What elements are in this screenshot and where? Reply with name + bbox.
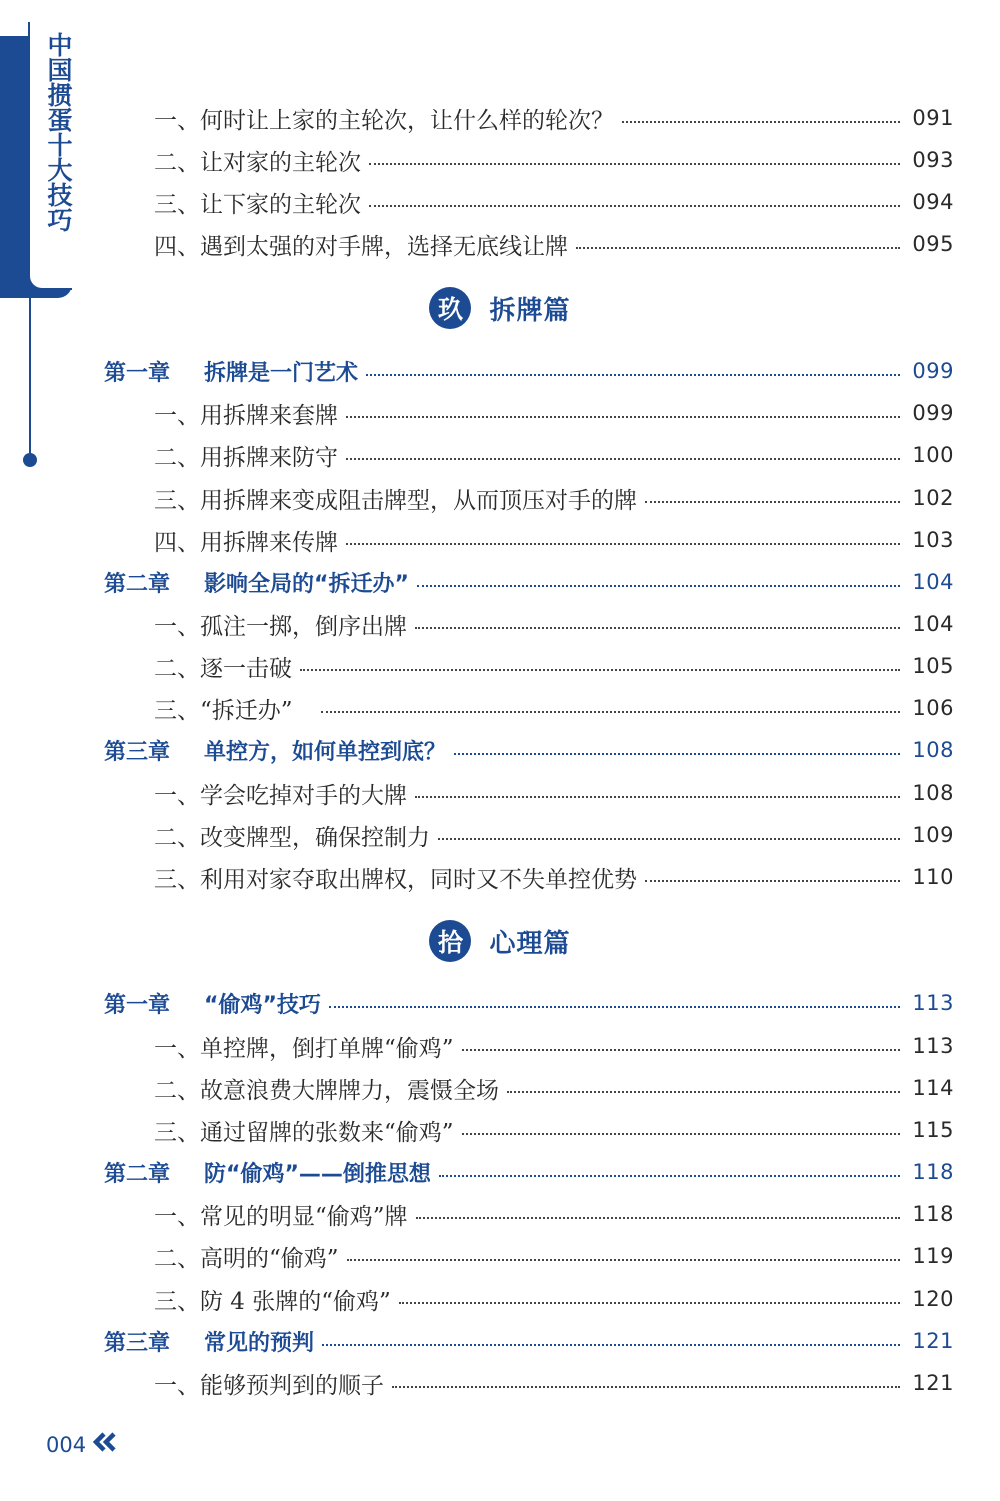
chapter-title: 防“偷鸡”——倒推思想	[204, 1161, 431, 1187]
part-number-badge: 玖	[429, 287, 471, 329]
toc-entry-title: 二、用拆牌来防守	[154, 444, 338, 471]
toc-entry-page: 120	[912, 1287, 954, 1311]
chapter-number: 第三章	[104, 1330, 171, 1356]
chapter-page: 118	[912, 1160, 954, 1184]
chapter-page: 121	[912, 1329, 954, 1353]
toc-entry-page: 121	[912, 1371, 954, 1395]
toc-entry-chapter[interactable]	[0, 353, 1000, 389]
dot-leader	[438, 838, 900, 840]
toc-entry-section[interactable]	[0, 859, 1000, 895]
toc-entry-chapter[interactable]	[0, 1154, 1000, 1190]
dot-leader	[346, 543, 900, 545]
toc-entry-title: 三、通过留牌的张数来“偷鸡”	[154, 1119, 454, 1146]
toc-entry-page: 091	[912, 106, 954, 130]
toc-entry-section[interactable]	[0, 606, 1000, 642]
chapter-title: 影响全局的“拆迁办”	[204, 571, 409, 597]
double-chevron-left-icon	[92, 1432, 118, 1457]
toc-entry-section[interactable]	[0, 1070, 1000, 1106]
dot-leader	[329, 1006, 900, 1008]
toc-entry-page: 106	[912, 696, 954, 720]
toc-entry-chapter[interactable]	[0, 985, 1000, 1021]
dot-leader	[417, 585, 900, 587]
dot-leader	[576, 247, 900, 249]
dot-leader	[399, 1302, 901, 1304]
toc-entry-title: 三、用拆牌来变成阻击牌型，从而顶压对手的牌	[154, 487, 637, 514]
chapter-title: “偷鸡”技巧	[204, 992, 321, 1018]
toc-entry-section[interactable]	[0, 1365, 1000, 1401]
dot-leader	[462, 1049, 901, 1051]
part-title: 心理篇	[489, 928, 571, 959]
dot-leader	[439, 1175, 900, 1177]
toc-entry-section[interactable]	[0, 1281, 1000, 1317]
toc-entry-title: 一、学会吃掉对手的大牌	[154, 782, 407, 809]
toc-entry-section[interactable]	[0, 142, 1000, 178]
toc-entry-title: 一、何时让上家的主轮次，让什么样的轮次？	[154, 107, 614, 134]
toc-entry-title: 一、孤注一掷，倒序出牌	[154, 613, 407, 640]
dot-leader	[369, 205, 900, 207]
toc-entry-title: 一、常见的明显“偷鸡”牌	[154, 1203, 408, 1230]
dot-leader	[322, 1344, 900, 1346]
toc-entry-page: 109	[912, 823, 954, 847]
dot-leader	[462, 1133, 901, 1135]
toc-entry-section[interactable]	[0, 100, 1000, 136]
toc-entry-chapter[interactable]	[0, 732, 1000, 768]
toc-entry-page: 118	[912, 1202, 954, 1226]
toc-entry-title: 一、能够预判到的顺子	[154, 1372, 384, 1399]
chapter-number: 第一章	[104, 360, 171, 386]
dot-leader	[369, 163, 900, 165]
dot-leader	[415, 796, 900, 798]
toc-entry-page: 102	[912, 486, 954, 510]
chapter-number: 第三章	[104, 739, 171, 765]
toc-entry-title: 三、防 4 张牌的“偷鸡”	[154, 1288, 391, 1315]
toc-entry-title: 二、高明的“偷鸡”	[154, 1245, 339, 1272]
toc-entry-page: 110	[912, 865, 954, 889]
toc-entry-chapter[interactable]	[0, 564, 1000, 600]
toc-entry-page: 093	[912, 148, 954, 172]
toc-entry-title: 三、利用对家夺取出牌权，同时又不失单控优势	[154, 866, 637, 893]
page-number-footer	[46, 1432, 118, 1457]
toc-entry-page: 095	[912, 232, 954, 256]
part-title: 拆牌篇	[489, 295, 571, 326]
dot-leader	[454, 753, 900, 755]
chapter-number: 第一章	[104, 992, 171, 1018]
dot-leader	[645, 501, 900, 503]
chapter-title: 单控方，如何单控到底？	[204, 739, 447, 765]
toc-entry-title: 三、“拆迁办”	[154, 697, 293, 724]
toc-entry-section[interactable]	[0, 648, 1000, 684]
dot-leader	[346, 416, 900, 418]
toc-entry-section[interactable]	[0, 184, 1000, 220]
dot-leader	[622, 121, 900, 123]
toc-entry-page: 104	[912, 612, 954, 636]
chapter-title: 常见的预判	[204, 1330, 315, 1356]
chapter-title: 拆牌是一门艺术	[204, 360, 359, 386]
dot-leader	[392, 1386, 900, 1388]
chapter-page: 108	[912, 738, 954, 762]
toc-entry-page: 099	[912, 401, 954, 425]
page-number: 004	[46, 1432, 87, 1457]
toc-entry-page: 114	[912, 1076, 954, 1100]
toc-entry-title: 二、让对家的主轮次	[154, 149, 361, 176]
toc-entry-section[interactable]	[0, 1112, 1000, 1148]
toc-entry-page: 094	[912, 190, 954, 214]
toc-entry-page: 105	[912, 654, 954, 678]
toc-entry-page: 113	[912, 1034, 954, 1058]
chapter-number: 第二章	[104, 571, 171, 597]
toc-entry-title: 二、逐一击破	[154, 655, 292, 682]
dot-leader	[415, 627, 900, 629]
dot-leader	[645, 880, 900, 882]
toc-entry-section[interactable]	[0, 395, 1000, 431]
dot-leader	[321, 711, 901, 713]
dot-leader	[416, 1217, 901, 1219]
toc-entry-chapter[interactable]	[0, 1323, 1000, 1359]
chapter-page: 113	[912, 991, 954, 1015]
toc-entry-title: 四、遇到太强的对手牌，选择无底线让牌	[154, 233, 568, 260]
toc-entry-page: 100	[912, 443, 954, 467]
dot-leader	[366, 374, 900, 376]
toc-entry-title: 三、让下家的主轮次	[154, 191, 361, 218]
toc-entry-section[interactable]	[0, 226, 1000, 262]
toc-entry-page: 103	[912, 528, 954, 552]
toc-entry-page: 108	[912, 781, 954, 805]
toc-entry-title: 二、改变牌型，确保控制力	[154, 824, 430, 851]
chapter-number: 第二章	[104, 1161, 171, 1187]
chapter-page: 099	[912, 359, 954, 383]
dot-leader	[346, 458, 900, 460]
toc-entry-section[interactable]	[0, 1028, 1000, 1064]
toc-entry-title: 四、用拆牌来传牌	[154, 529, 338, 556]
toc-entry-page: 119	[912, 1244, 954, 1268]
toc-entry-title: 二、故意浪费大牌牌力，震慑全场	[154, 1077, 499, 1104]
toc-entry-section[interactable]	[0, 522, 1000, 558]
toc-entry-section[interactable]	[0, 817, 1000, 853]
chapter-page: 104	[912, 570, 954, 594]
dot-leader	[300, 669, 900, 671]
part-heading	[0, 286, 1000, 330]
dot-leader	[507, 1091, 900, 1093]
toc-entry-title: 一、用拆牌来套牌	[154, 402, 338, 429]
part-heading	[0, 919, 1000, 963]
toc-entry-title: 一、单控牌，倒打单牌“偷鸡”	[154, 1035, 454, 1062]
toc-entry-section[interactable]	[0, 1238, 1000, 1274]
toc-entry-section[interactable]	[0, 1196, 1000, 1232]
toc-entry-section[interactable]	[0, 437, 1000, 473]
toc-entry-section[interactable]	[0, 690, 1000, 726]
toc-entry-section[interactable]	[0, 775, 1000, 811]
toc-entry-page: 115	[912, 1118, 954, 1142]
book-title: 中国掼蛋十大技巧	[44, 32, 73, 232]
dot-leader	[347, 1259, 901, 1261]
toc-entry-section[interactable]	[0, 480, 1000, 516]
part-number-badge: 拾	[429, 920, 471, 962]
